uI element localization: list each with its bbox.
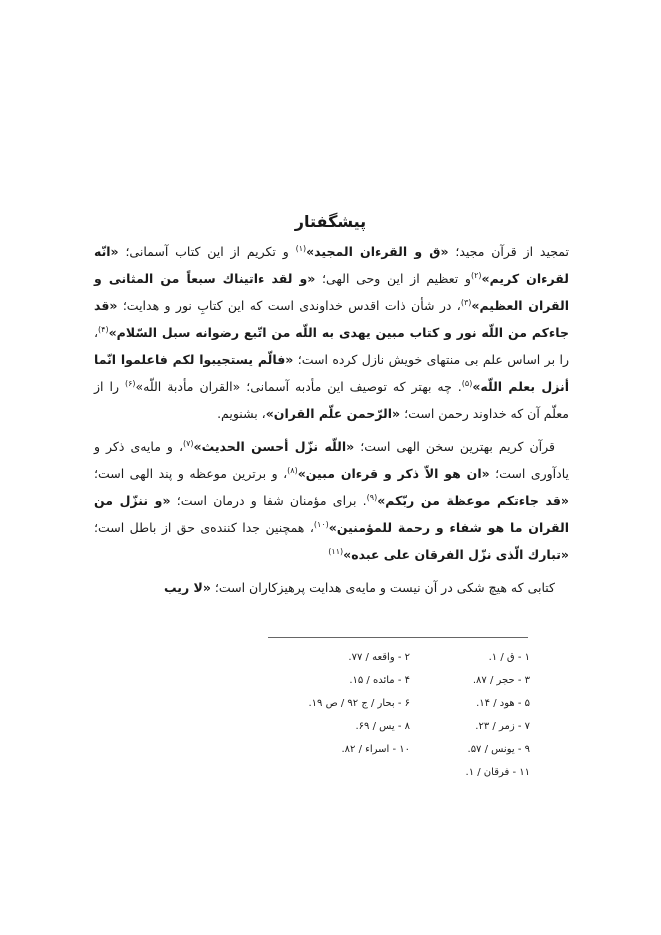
- footnote-item: ۱۰ - اسراء / ۸۲.: [341, 744, 410, 755]
- footnote-item: ۱ - ق / ۱.: [488, 652, 530, 663]
- text-run: تمجید از قرآن مجید؛: [448, 244, 570, 259]
- text-run: کتابی که هیچ شکی در آن نیست و مایه‌ی هدایت پرهیزکاران است؛: [210, 580, 555, 595]
- footnote-ref[interactable]: (۳): [460, 297, 472, 307]
- text-run: ، بشنویم.: [217, 406, 266, 421]
- footnote-row: [220, 669, 530, 692]
- text-run: ، و مایه‌ی ذکر و یادآوری است؛: [94, 439, 570, 481]
- footnote-ref[interactable]: (۱): [295, 243, 307, 253]
- footnote-ref[interactable]: (۱۰): [313, 519, 329, 529]
- footnotes: [220, 646, 530, 784]
- footnote-divider: [268, 637, 528, 638]
- text-run: ، در شأن ذات اقدس خداوندی است که این کتابِ نور و هدایت؛: [117, 298, 461, 313]
- footnote-ref[interactable]: (۶): [124, 378, 136, 388]
- footnote-ref[interactable]: (۴): [98, 324, 109, 334]
- quran-verse: «تبارك الّذی نزّل الفرقان علی عبده»: [343, 547, 569, 562]
- quran-verse: «لا ریب: [164, 580, 211, 595]
- footnote-item: ۳ - حجر / ۸۷.: [472, 675, 530, 686]
- body-text: [94, 238, 569, 601]
- text-run: ، و برترین موعظه و پند الهی است؛: [94, 466, 288, 481]
- quran-verse: «فالّم یستجیبوا لکم فاعلموا انّما أنزل بعلم اللّه»: [94, 352, 569, 394]
- page-title: پیشگفتار: [294, 212, 367, 231]
- paragraph-2: [94, 433, 569, 568]
- text-run: . برای مؤمنان شفا و درمان است؛: [170, 493, 367, 508]
- footnote-ref[interactable]: (۲): [470, 270, 482, 280]
- footnote-item: ۴ - مائده / ۱۵.: [349, 675, 410, 686]
- text-run: ، همچنین جدا کننده‌ی حق از باطل است؛: [94, 520, 314, 535]
- footnote-item: [220, 761, 410, 784]
- footnote-ref[interactable]: (۷): [183, 438, 194, 448]
- footnote-row: [220, 646, 530, 669]
- footnote-row: [220, 738, 530, 761]
- quran-verse: «اللّه نزّل أحسن الحدیث»: [193, 439, 355, 454]
- text-run: قرآن کریم بهترین سخن الهی است؛: [354, 439, 556, 454]
- footnote-item: ۸ - یس / ۶۹.: [355, 721, 410, 732]
- footnote-item: ۲ - واقعه / ۷۷.: [348, 652, 410, 663]
- paragraph-3: [94, 574, 569, 601]
- text-run: ، را بر اساس علم بی منتهای خویش نازل کرده است؛: [94, 325, 569, 367]
- footnote-item: ۶ - بحار / ج ۹۲ / ص ۱۹.: [308, 698, 410, 709]
- footnote-item: ۷ - زمر / ۲۳.: [475, 721, 530, 732]
- quran-verse: «ان هو الاّ ذکر و قرءان مبین»: [297, 466, 490, 481]
- quran-verse: «و ننزّل من القران ما هو شفاء و رحمة للمؤمنین»: [94, 493, 569, 535]
- footnote-item: ۱۱ - فرقان / ۱.: [465, 767, 530, 778]
- text-run: را از معلّم آن که خداوند رحمن است؛: [94, 379, 569, 421]
- footnote-item: ۵ - هود / ۱۴.: [476, 698, 530, 709]
- footnote-item: ۹ - یونس / ۵۷.: [467, 744, 530, 755]
- footnote-ref[interactable]: (۱۱): [328, 546, 344, 556]
- quran-verse: «قد جاءکم من اللّه نور و کتاب مبین یهدی به اللّه من اتّبع رضوانه سبل السّلام»: [94, 298, 569, 340]
- quran-verse: «انّه لقرءان کریم»: [94, 244, 569, 286]
- quran-verse: «و لقد ءاتیناك سبعاً من المثانی و القران العظیم»: [94, 271, 569, 313]
- quran-verse: «الرّحمن علّم القران»: [265, 406, 401, 421]
- paragraph-1: [94, 238, 569, 427]
- quran-verse: «ق و القرءان المجید»: [306, 244, 449, 259]
- text-run: . چه بهتر که توصیف این مأدبه آسمانی؛ «القران مأدبة اللّه»: [135, 379, 462, 394]
- text-run: و تعظیم از این وحی الهی؛: [315, 271, 471, 286]
- text-run: و تکریم از این کتاب آسمانی؛: [118, 244, 296, 259]
- footnote-ref[interactable]: (۸): [287, 465, 298, 475]
- quran-verse: «قد جاءتکم موعظة من ربّکم»: [377, 493, 569, 508]
- footnote-ref[interactable]: (۵): [461, 378, 473, 388]
- footnote-ref[interactable]: (۹): [366, 492, 378, 502]
- footnote-row: [220, 692, 530, 715]
- footnote-row: [220, 715, 530, 738]
- footnote-row: [220, 761, 530, 784]
